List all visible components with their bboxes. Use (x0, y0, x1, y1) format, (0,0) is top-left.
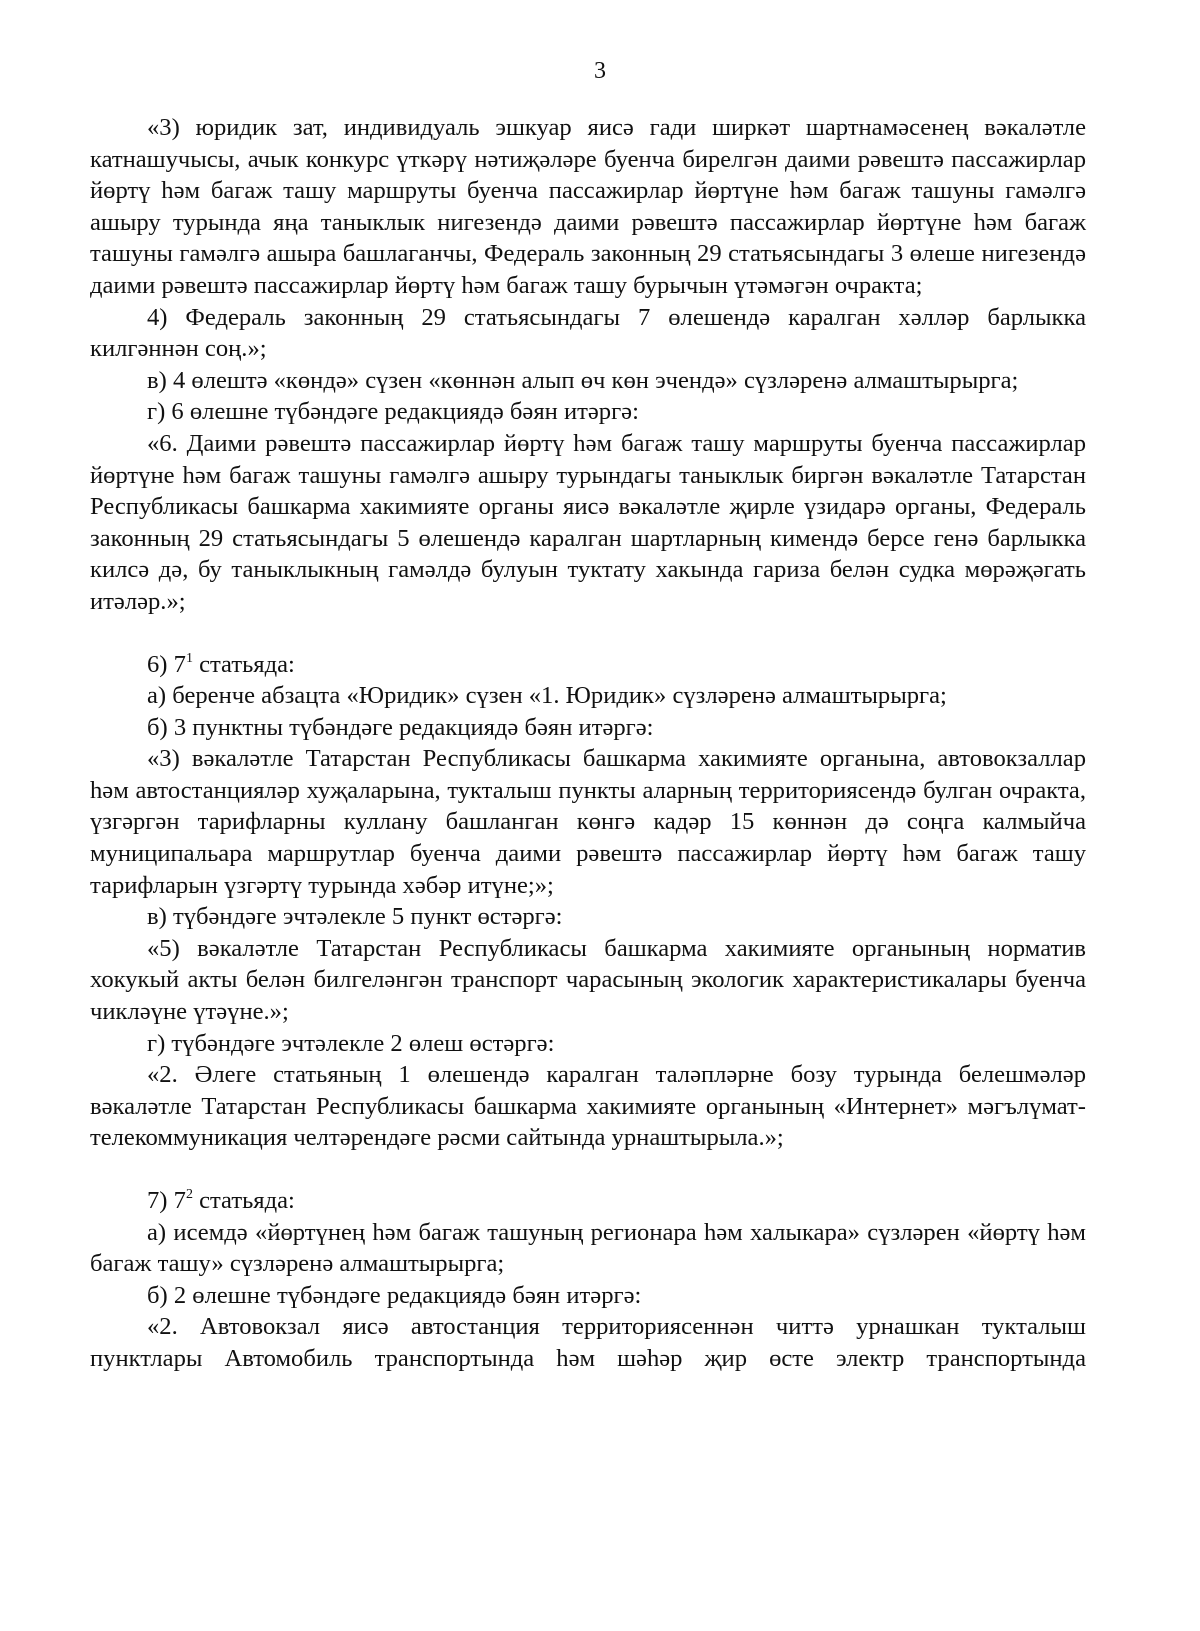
paragraph: «5) вәкаләтле Татарстан Республикасы башкарма хакимияте органының норматив хокукый акты белән билгеләнгән транспорт чарасының экологик характеристикалары буенча чикләүне үтәүне.»; (90, 934, 1086, 1026)
paragraph: в) түбәндәге эчтәлекле 5 пункт өстәргә: (147, 903, 563, 931)
paragraph: «2. Әлеге статьяның 1 өлешендә каралган таләпләрне бозу турында белешмәләр вәкаләтле Татарстан Республикасы башкарма хакимияте органының «Интернет» мәгълүмат-телекоммуникация челтәрендәге рәсми сайтында урнаштырыла.»; (90, 1061, 1086, 1152)
section-heading (90, 1185, 1086, 1217)
paragraph: г) 6 өлешне түбәндәге редакциядә бәян итәргә: (147, 398, 639, 426)
section-heading-text: статьяда: (199, 1187, 295, 1214)
section-heading-number: 7) 7 (147, 1187, 186, 1214)
paragraph: «3) юридик зат, индивидуаль эшкуар яисә гади ширкәт шартнамәсенең вәкаләтле катнашучысы, ачык конкурс үткәрү нәтиҗәләре буенча бирелгән даими рәвештә пассажирлар йөртү һәм багаж ташу маршруты буенча пассажирлар йөртүне һәм багаж ташуны гамәлгә ашыру турында яңа таныклык нигезендә даими рәвештә пассажирлар йөртүне һәм багаж ташуны гамәлгә ашыра башлаганчы, Федераль законның 29 статьясындагы 3 өлеше нигезендә даими рәвештә пассажирлар йөртү һәм багаж ташу бурычын үтәмәгән очракта; (90, 114, 1086, 299)
document-body (90, 112, 1086, 1375)
section-heading (90, 649, 1086, 681)
section-heading-text: статьяда: (199, 650, 295, 678)
page-number: 3 (594, 58, 606, 84)
paragraph: б) 3 пунктны түбәндәге редакциядә бәян итәргә: (147, 713, 654, 741)
superscript: 1 (185, 650, 193, 666)
paragraph: г) түбәндәге эчтәлекле 2 өлеш өстәргә: (147, 1029, 555, 1057)
paragraph: «3) вәкаләтле Татарстан Республикасы башкарма хакимияте органына, автовокзаллар һәм автостанцияләр хуҗаларына, тукталыш пункты аларның территориясендә булган очракта, үзгәргән тарифларны куллану башланган көнгә кадәр 15 көннән дә соңга калмыйча муниципальара маршрутлар буенча даими рәвештә пассажирлар йөртү һәм багаж ташу тарифларын үзгәртү турында хәбәр итүне;»; (90, 745, 1086, 899)
paragraph: б) 2 өлешне түбәндәге редакциядә бәян итәргә: (147, 1281, 642, 1309)
paragraph: «6. Даими рәвештә пассажирлар йөртү һәм багаж ташу маршруты буенча пассажирлар йөртүне һәм багаж ташуны гамәлгә ашыру турындагы таныклык биргән вәкаләтле Татарстан Республикасы башкарма хакимияте органы яисә вәкаләтле җирле үзидарә органы, Федераль законның 29 статьясындагы 5 өлешендә каралган шартларның кимендә берсе генә барлыкка килсә дә, бу таныклыкның гамәлдә булуын туктату хакында гариза белән судка мөрәҗәгать итәләр.»; (90, 429, 1086, 615)
paragraph: а) исемдә «йөртүнең һәм багаж ташуның регионара һәм халыкара» сүзләрен «йөртү һәм багаж ташу» сүзләренә алмаштырырга; (90, 1218, 1086, 1278)
paragraph: а) беренче абзацта «Юридик» сүзен «1. Юридик» сүзләренә алмаштырырга; (147, 682, 947, 710)
paragraph: «2. Автовокзал яисә автостанция территориясеннән читтә урнашкан тукталыш пунктлары Автомобиль транспортында һәм шәһәр җир өсте электр транспортында (90, 1313, 1086, 1372)
superscript: 2 (185, 1187, 193, 1202)
section-heading-number: 6) 7 (147, 650, 186, 678)
paragraph: в) 4 өлештә «көндә» сүзен «көннән алып өч көн эчендә» сүзләренә алмаштырырга; (147, 366, 1019, 394)
paragraph: 4) Федераль законның 29 статьясындагы 7 өлешендә каралган хәлләр барлыкка килгәннән соң.»; (90, 303, 1086, 363)
